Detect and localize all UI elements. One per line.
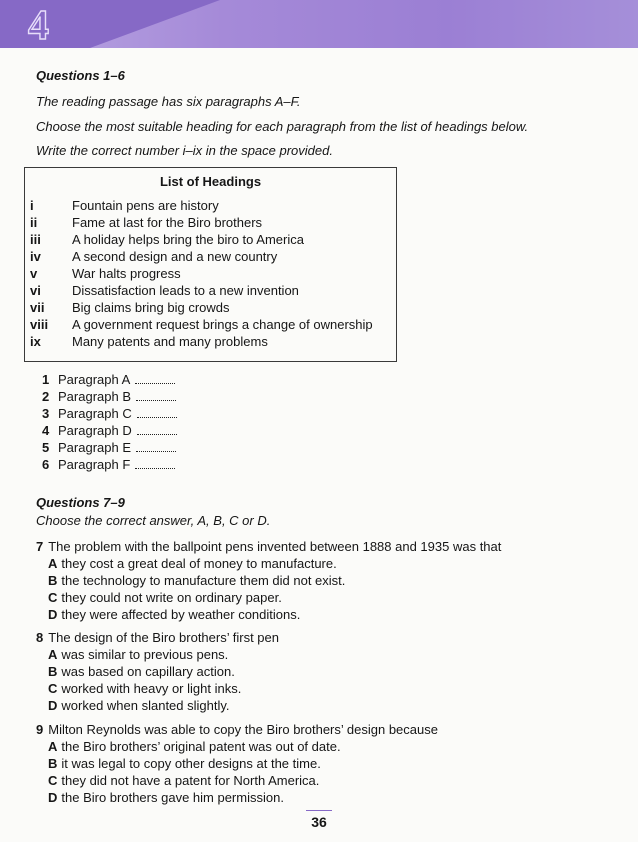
unit-tab-edge [90,0,220,48]
option-letter: C [48,773,58,788]
option-letter: D [48,607,58,622]
headings-box-title: List of Headings [159,174,262,189]
question-number: 7 [36,539,44,554]
answer-option[interactable] [48,680,241,697]
heading-number: ii [30,215,38,230]
question-number: 3 [42,406,50,421]
heading-item [30,299,230,316]
heading-number: viii [30,317,49,332]
paragraph-answer-row [42,422,177,439]
option-text: they were affected by weather conditions. [61,607,301,622]
paragraph-answer-row [42,371,175,388]
answer-option[interactable] [48,555,337,572]
question-number: 4 [42,423,50,438]
option-letter: B [48,756,58,771]
question-text: The problem with the ballpoint pens invented between 1888 and 1935 was that [48,539,502,554]
page-number: 36 [311,814,327,830]
heading-text: Fame at last for the Biro brothers [72,215,263,230]
answer-blank[interactable] [135,458,175,469]
option-text: it was legal to copy other designs at the time. [61,756,321,771]
paragraph-answer-row [42,405,177,422]
option-letter: D [48,790,58,805]
heading-text: A second design and a new country [72,249,278,264]
heading-number: vii [30,300,45,315]
paragraph-answer-row [42,388,176,405]
unit-number: 4 [28,3,49,49]
heading-item [30,214,262,231]
heading-number: iv [30,249,41,264]
question-text: The design of the Biro brothers’ first pen [48,630,279,645]
heading-number: v [30,266,38,281]
answer-option[interactable] [48,789,284,806]
option-text: was similar to previous pens. [61,647,229,662]
heading-item [30,316,373,333]
option-letter: C [48,590,58,605]
question-7 [36,538,501,555]
paragraph-label: Paragraph B [58,389,131,404]
question-number: 1 [42,372,50,387]
question-number: 6 [42,457,50,472]
question-number: 8 [36,630,44,645]
paragraph-label: Paragraph E [58,440,131,455]
answer-option[interactable] [48,589,282,606]
heading-item [30,282,299,299]
paragraph-answer-row [42,456,175,473]
option-text: the Biro brothers gave him permission. [61,790,284,805]
paragraph-label: Paragraph F [58,457,131,472]
heading-number: vi [30,283,41,298]
heading-text: A holiday helps bring the biro to America [72,232,304,247]
answer-option[interactable] [48,646,228,663]
question-number: 5 [42,440,50,455]
answer-option[interactable] [48,572,345,589]
option-letter: A [48,739,58,754]
option-letter: B [48,573,58,588]
answer-option[interactable] [48,755,321,772]
option-letter: B [48,664,58,679]
option-text: they cost a great deal of money to manufacture. [61,556,337,571]
heading-number: iii [30,232,41,247]
question-text: Milton Reynolds was able to copy the Biro brothers’ design because [48,722,438,737]
option-letter: A [48,556,58,571]
answer-option[interactable] [48,663,235,680]
heading-text: A government request brings a change of ownership [72,317,373,332]
answer-blank[interactable] [137,424,177,435]
section2-title: Questions 7–9 [36,495,125,510]
paragraph-label: Paragraph C [58,406,132,421]
instruction-2: Choose the most suitable heading for each paragraph from the list of headings below. [36,119,529,134]
answer-blank[interactable] [136,441,176,452]
option-letter: A [48,647,58,662]
paragraph-label: Paragraph A [58,372,131,387]
option-text: worked with heavy or light inks. [61,681,242,696]
option-letter: D [48,698,58,713]
question-8 [36,629,279,646]
instruction-3: Write the correct number i–ix in the space provided. [36,143,333,158]
heading-item [30,231,304,248]
answer-option[interactable] [48,697,230,714]
option-text: they could not write on ordinary paper. [61,590,282,605]
heading-item [30,197,219,214]
answer-blank[interactable] [137,407,177,418]
heading-number: i [30,198,34,213]
headings-box [24,167,397,362]
heading-text: Big claims bring big crowds [72,300,230,315]
paragraph-answer-row [42,439,176,456]
option-text: the Biro brothers’ original patent was out of date. [61,739,341,754]
paragraph-label: Paragraph D [58,423,132,438]
question-number: 2 [42,389,50,404]
section2-instruction: Choose the correct answer, A, B, C or D. [36,513,271,528]
option-text: was based on capillary action. [61,664,235,679]
answer-option[interactable] [48,772,319,789]
heading-item [30,265,181,282]
section1-title: Questions 1–6 [36,68,125,83]
question-9 [36,721,438,738]
option-text: worked when slanted slightly. [61,698,230,713]
option-letter: C [48,681,58,696]
question-number: 9 [36,722,44,737]
heading-text: Many patents and many problems [72,334,268,349]
heading-number: ix [30,334,41,349]
heading-text: Dissatisfaction leads to a new invention [72,283,299,298]
answer-option[interactable] [48,738,341,755]
option-text: the technology to manufacture them did not exist. [61,573,346,588]
page-number-rule [306,810,332,811]
heading-text: Fountain pens are history [72,198,219,213]
instruction-1: The reading passage has six paragraphs A–F. [36,94,301,109]
heading-item [30,248,277,265]
heading-item [30,333,268,350]
answer-blank[interactable] [135,373,175,384]
answer-blank[interactable] [136,390,176,401]
answer-option[interactable] [48,606,300,623]
option-text: they did not have a patent for North America. [61,773,320,788]
heading-text: War halts progress [72,266,181,281]
